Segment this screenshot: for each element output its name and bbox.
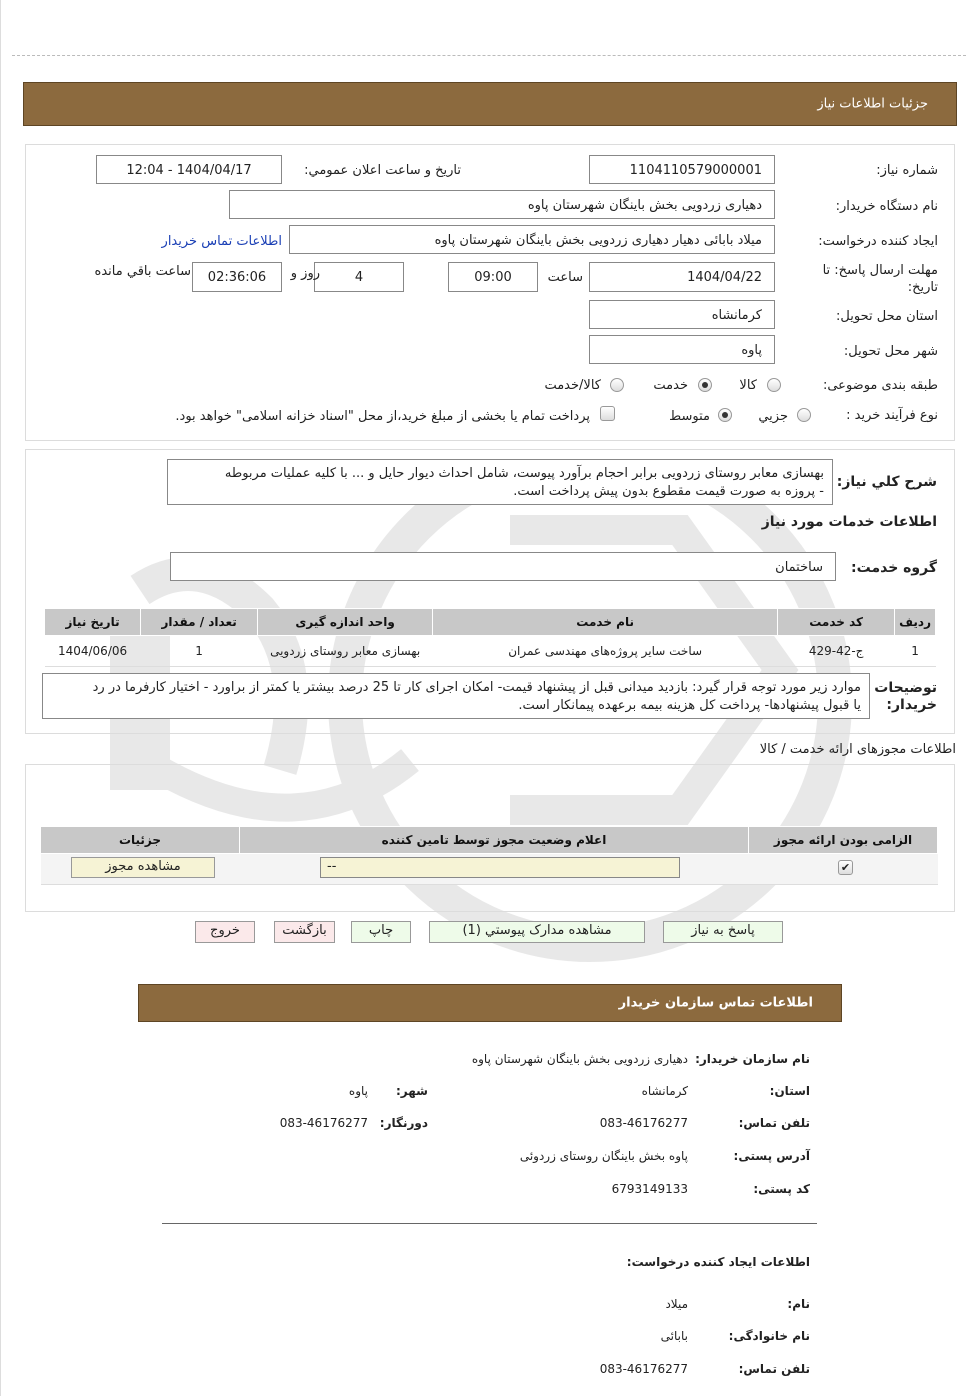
process-option-minor: جزیي bbox=[758, 409, 788, 424]
need-number-label: شماره نیاز: bbox=[876, 163, 938, 178]
announce-datetime-field: 1404/04/17 - 12:04 bbox=[96, 155, 282, 184]
province-label: استان محل تحویل: bbox=[836, 309, 938, 324]
contact-divider bbox=[162, 1223, 817, 1224]
category-option-goods-service: کالا/خدمت bbox=[544, 378, 601, 393]
buyer-notes-box bbox=[42, 673, 870, 719]
need-details-panel bbox=[25, 144, 955, 441]
table-row bbox=[45, 636, 936, 667]
contact-province-label: استان: bbox=[769, 1084, 810, 1098]
city-label: شهر محل تحویل: bbox=[843, 344, 938, 359]
back-button[interactable]: بازگشت bbox=[274, 921, 335, 943]
permit-required-checkbox[interactable]: ✔ bbox=[838, 860, 853, 875]
creator-phone-label: تلفن تماس: bbox=[738, 1362, 810, 1376]
reply-to-need-button[interactable]: پاسخ به نیاز bbox=[663, 921, 783, 943]
deadline-label: مهلت ارسال پاسخ: تا bbox=[822, 263, 938, 278]
contact-fax-label: دورنگار: bbox=[379, 1116, 428, 1130]
view-attachments-button[interactable]: مشاهده مدارک پیوستي (1) bbox=[429, 921, 645, 943]
province-field: کرمانشاه bbox=[589, 300, 775, 329]
description-label: شرح کلي نیاز: bbox=[836, 474, 937, 490]
category-radio-service[interactable] bbox=[698, 378, 712, 392]
col-permit-status: اعلام وضعیت مجوز توسط تامین کننده bbox=[240, 827, 749, 854]
cell-service-code: ج-42-429 bbox=[778, 636, 895, 667]
col-need-date: تاریخ نیاز bbox=[45, 609, 141, 636]
category-label: طبقه بندی موضوعی: bbox=[822, 378, 938, 393]
contact-phone-value: 083-46176277 bbox=[599, 1116, 688, 1130]
contact-fax-value: 083-46176277 bbox=[279, 1116, 368, 1130]
announce-label: تاریخ و ساعت اعلان عمومي: bbox=[304, 163, 461, 178]
buyer-org-label: نام دستگاه خریدار: bbox=[835, 199, 938, 214]
city-field: پاوه bbox=[589, 335, 775, 364]
process-label: نوع فرآیند خرید : bbox=[846, 408, 938, 423]
creator-phone-value: 083-46176277 bbox=[599, 1362, 688, 1376]
service-group-field: ساختمان bbox=[170, 552, 836, 581]
treasury-payment-note: پرداخت تمام یا بخشی از مبلغ خرید،از محل "اسناد خزانه اسلامی" خواهد بود. bbox=[175, 409, 590, 424]
contact-phone-label: تلفن تماس: bbox=[738, 1116, 810, 1130]
process-option-medium: متوسط bbox=[669, 409, 710, 424]
col-permit-details: جزئیات bbox=[41, 827, 240, 854]
view-permit-button[interactable]: مشاهده مجوز bbox=[71, 857, 215, 878]
process-radio-minor[interactable] bbox=[797, 408, 811, 422]
contact-city-label: شهر: bbox=[396, 1084, 428, 1098]
remaining-days-field: 4 bbox=[314, 262, 404, 292]
description-line-2: - پروزه به صورت قیمت مقطوع بدون پیش پرداخت است. bbox=[513, 484, 824, 499]
exit-button[interactable]: خروج bbox=[195, 921, 255, 943]
buyer-notes-line-1: موارد زیر مورد توجه قرار گیرد: بازدید میدانی قبل از پیشنهاد قیمت- امکان اجرای کار تا 25 درصد بیشتر یا کمتر از براورد - اختیار کارفرما در رد bbox=[92, 680, 861, 695]
deadline-time-label: ساعت bbox=[547, 270, 583, 285]
buyer-org-field: دهیاری زردویی بخش باینگان شهرستان پاوه bbox=[229, 190, 775, 219]
services-table bbox=[44, 608, 936, 667]
cell-need-date: 1404/06/06 bbox=[45, 636, 141, 667]
top-divider bbox=[12, 55, 966, 56]
need-number-field: 1104110579000001 bbox=[589, 155, 775, 184]
buyer-notes-label-2: خریدار: bbox=[886, 697, 937, 713]
contact-postal-value: 6793149133 bbox=[611, 1182, 688, 1196]
cell-quantity: 1 bbox=[141, 636, 258, 667]
col-row-number: ردیف bbox=[895, 609, 936, 636]
deadline-label-2: تاریخ: bbox=[907, 280, 938, 295]
process-radio-medium[interactable] bbox=[718, 408, 732, 422]
category-option-goods: کالا bbox=[739, 378, 757, 393]
buyer-notes-line-2: یا قبول پیشنهادها- پرداخت کل هزینه بیمه برعهده پیمانکار است. bbox=[518, 698, 861, 713]
category-radio-goods[interactable] bbox=[767, 378, 781, 392]
permit-status-field[interactable]: -- bbox=[320, 857, 680, 878]
contact-org-value: دهیاری زردویی بخش باینگان شهرستان پاوه bbox=[471, 1052, 688, 1066]
contact-org-label: نام سازمان خریدار: bbox=[695, 1052, 810, 1066]
treasury-payment-checkbox[interactable] bbox=[600, 406, 615, 421]
description-box bbox=[167, 459, 833, 505]
buyer-notes-label: توضیحات bbox=[874, 680, 937, 696]
creator-name-label: نام: bbox=[787, 1297, 810, 1311]
page-title: جزئیات اطلاعات نیاز bbox=[817, 96, 928, 112]
creator-family-value: بابائی bbox=[660, 1329, 688, 1343]
cell-service-name: ساخت سایر پروژه‌های مهندسی عمران bbox=[433, 636, 778, 667]
creator-label: ایجاد کننده درخواست: bbox=[818, 234, 938, 249]
col-service-code: کد خدمت bbox=[778, 609, 895, 636]
description-line-1: بهسازی معابر روستای زردویی برابر احجام برآورد پیوست، شامل احداث دیوار حایل و ... با کلیه عملیات مربوطه bbox=[224, 466, 824, 481]
page-header bbox=[23, 82, 957, 126]
cell-unit: بهسازی معابر روستای زردویی bbox=[258, 636, 433, 667]
col-quantity: تعداد / مقدار bbox=[141, 609, 258, 636]
remaining-label: ساعت باقي مانده bbox=[94, 264, 191, 279]
page-left-border bbox=[0, 0, 1, 1396]
permits-table-header bbox=[41, 827, 938, 854]
contact-address-label: آدرس پستی: bbox=[733, 1149, 810, 1163]
print-button[interactable]: چاپ bbox=[351, 921, 411, 943]
deadline-date-field: 1404/04/22 bbox=[589, 262, 775, 292]
remaining-time-field: 02:36:06 bbox=[192, 262, 282, 292]
contact-header bbox=[138, 984, 842, 1022]
permits-title: اطلاعات مجوزهای ارائه خدمت / کالا bbox=[759, 742, 956, 757]
creator-field: میلاد بابائی دهیار دهیاری زردویی بخش باینگان شهرستان پاوه bbox=[289, 225, 775, 254]
category-radio-goods-service[interactable] bbox=[610, 378, 624, 392]
creator-name-value: میلاد bbox=[665, 1297, 688, 1311]
service-group-label: گروه خدمت: bbox=[851, 560, 937, 576]
col-permit-required: الزامی بودن ارائه مجوز bbox=[749, 827, 938, 854]
deadline-time-field: 09:00 bbox=[448, 262, 538, 292]
cell-row-number: 1 bbox=[895, 636, 936, 667]
services-table-header bbox=[45, 609, 936, 636]
contact-province-value: کرمانشاه bbox=[641, 1084, 688, 1098]
contact-title: اطلاعات تماس سازمان خریدار bbox=[618, 995, 813, 1011]
col-unit: واحد اندازه گیری bbox=[258, 609, 433, 636]
creator-info-title: اطلاعات ایجاد کننده درخواست: bbox=[626, 1255, 810, 1269]
buyer-contact-link[interactable]: اطلاعات تماس خریدار bbox=[161, 234, 282, 249]
days-label: روز و bbox=[290, 266, 320, 281]
contact-address-value: پاوه بخش باینگان روستای زردوئی bbox=[519, 1149, 688, 1163]
creator-family-label: نام خانوادگی: bbox=[728, 1329, 810, 1343]
contact-postal-label: کد پستی: bbox=[753, 1182, 810, 1196]
col-service-name: نام خدمت bbox=[433, 609, 778, 636]
category-option-service: خدمت bbox=[653, 378, 688, 393]
services-title: اطلاعات خدمات مورد نیاز bbox=[761, 514, 937, 530]
contact-city-value: پاوه bbox=[348, 1084, 368, 1098]
